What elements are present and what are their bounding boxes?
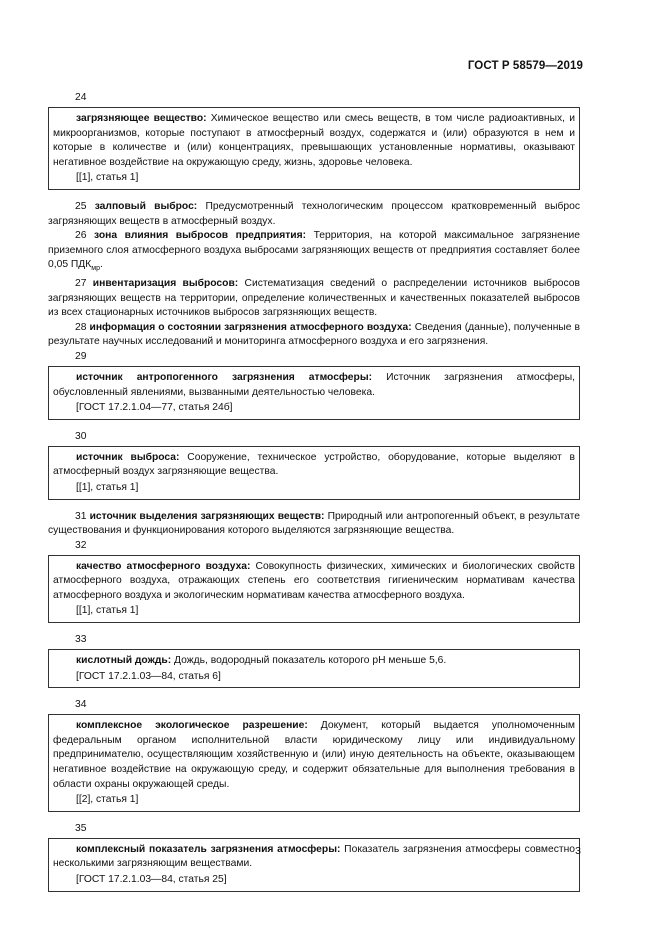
- term-source: [ГОСТ 17.2.1.03—84, статья 6]: [76, 670, 221, 682]
- entry-number: 27: [75, 277, 87, 289]
- term-source: [ГОСТ 17.2.1.03—84, статья 25]: [76, 874, 227, 886]
- term-paragraph: [48, 321, 580, 350]
- standard-header: ГОСТ Р 58579—2019: [467, 60, 583, 72]
- term-box: [48, 838, 580, 892]
- term-name: залповый выброс:: [94, 200, 198, 212]
- term-source: [[1], статья 1]: [76, 481, 139, 493]
- term-source: [[1], статья 1]: [76, 172, 139, 184]
- term-name: источник выделения загрязняющих веществ:: [89, 510, 325, 522]
- definition-text: Сооружение, техническое устройство, оборудование, которые выделяют в атмосферный воздух загрязняющие вещества.: [53, 451, 575, 478]
- term-source: [[2], статья 1]: [76, 794, 139, 806]
- definition-text: Источник загрязнения атмосферы, обусловленный явлениями, вызванными деятельностью человека.: [53, 371, 575, 398]
- page-number: 3: [575, 845, 581, 857]
- term-paragraph: [48, 200, 580, 229]
- definition-text: Совокупность физических, химических и биологических свойств атмосферного воздуха, отражающих степень его соответствия гигиеническим нормативам качества атмосферного воздуха и экологическим нормативам качества атмосферного воздуха.: [53, 560, 575, 601]
- term-name: источник антропогенного загрязнения атмосферы:: [76, 371, 373, 383]
- term-name: кислотный дождь:: [76, 655, 172, 667]
- term-name: инвентаризация выбросов:: [92, 277, 239, 289]
- definition-text: Химическое вещество или смесь веществ, в том числе радиоактивных, и микроорганизмов, которые поступают в атмосферный воздух, содержатся и (или) образуются в нем и которые в количестве и (или) концентрациях, превышающих установленные нормативы, оказывают негативное воздействие на окружающую среду, жизнь, здоровье человека.: [53, 113, 575, 168]
- term-definition: [53, 560, 575, 604]
- definition-tail: .: [100, 259, 103, 271]
- term-source: [[1], статья 1]: [76, 605, 139, 617]
- term-paragraph: [48, 229, 580, 277]
- entry-number: 33: [75, 634, 87, 646]
- term-box: [48, 714, 580, 812]
- term-name: комплексный показатель загрязнения атмосферы:: [76, 843, 341, 855]
- definition-text: Природный или антропогенный объект, в результате существования и функционирования которого выделяются загрязняющие вещества.: [48, 510, 580, 537]
- entry-number: 35: [75, 822, 87, 834]
- term-definition: [53, 843, 575, 872]
- term-box: [48, 649, 580, 688]
- definition-text: Сведения (данные), полученные в результате научных исследований и мониторинга атмосферного воздуха и его загрязнения.: [48, 321, 580, 348]
- definition-text: Систематизация сведений о распределении источников выбросов загрязняющих веществ на территории, определение количественных и качественных показателей выбросов из всех стационарных источников выбросов загрязняющих веществ.: [48, 277, 580, 319]
- term-name: источник выброса:: [76, 451, 180, 463]
- term-paragraph: [48, 277, 580, 321]
- definition-text: Территория, на которой максимальное загрязнение приземного слоя атмосферного воздуха выбросами загрязняющих веществ от предприятия составляет более 0,05 ПДК: [48, 230, 580, 271]
- term-definition: [53, 451, 575, 480]
- entry-number: 34: [75, 699, 87, 711]
- term-source: [ГОСТ 17.2.1.04—77, статья 24б]: [76, 402, 233, 414]
- subscript-text: мр: [91, 265, 100, 273]
- term-paragraph: [48, 510, 580, 539]
- definition-text: Документ, который выдается уполномоченным федеральным органом исполнительной власти юридическому лицу или индивидуальному предпринимателю, осуществляющим хозяйственную и (или) иную деятельность на объекте, оказывающем негативное воздействие на окружающую среду, и содержит обязательные для выполнения требования в области охраны окружающей среды.: [53, 720, 576, 790]
- term-box: [48, 107, 580, 190]
- entry-number: 32: [75, 539, 87, 551]
- definition-text: Показатель загрязнения атмосферы совместно несколькими загрязняющим веществами.: [53, 843, 575, 870]
- term-name: зона влияния выбросов предприятия:: [94, 230, 307, 242]
- term-name: качество атмосферного воздуха:: [76, 560, 251, 572]
- term-definition: [53, 719, 575, 792]
- term-name: комплексное экологическое разрешение:: [76, 720, 308, 732]
- term-name: загрязняющее вещество:: [76, 113, 207, 124]
- term-box: [48, 446, 580, 500]
- term-definition: [53, 371, 575, 400]
- term-box: [48, 366, 580, 420]
- term-definition: [53, 112, 575, 170]
- definition-text: Дождь, водородный показатель которого pH меньше 5,6.: [171, 655, 447, 667]
- term-box: [48, 555, 580, 623]
- definition-text: Предусмотренный технологическим процессом кратковременный выброс загрязняющих веществ в атмосферный воздух.: [48, 200, 580, 227]
- entry-number: 29: [75, 350, 87, 362]
- entry-number: 25: [75, 200, 87, 212]
- entry-number: 24: [75, 92, 87, 103]
- term-definition: [53, 654, 575, 669]
- entry-number: 30: [75, 430, 87, 442]
- entry-number: 26: [75, 230, 87, 242]
- entry-number: 31: [75, 510, 87, 522]
- entry-number: 28: [75, 321, 87, 333]
- term-name: информация о состоянии загрязнения атмосферного воздуха:: [89, 321, 412, 333]
- terms-content: [48, 91, 580, 902]
